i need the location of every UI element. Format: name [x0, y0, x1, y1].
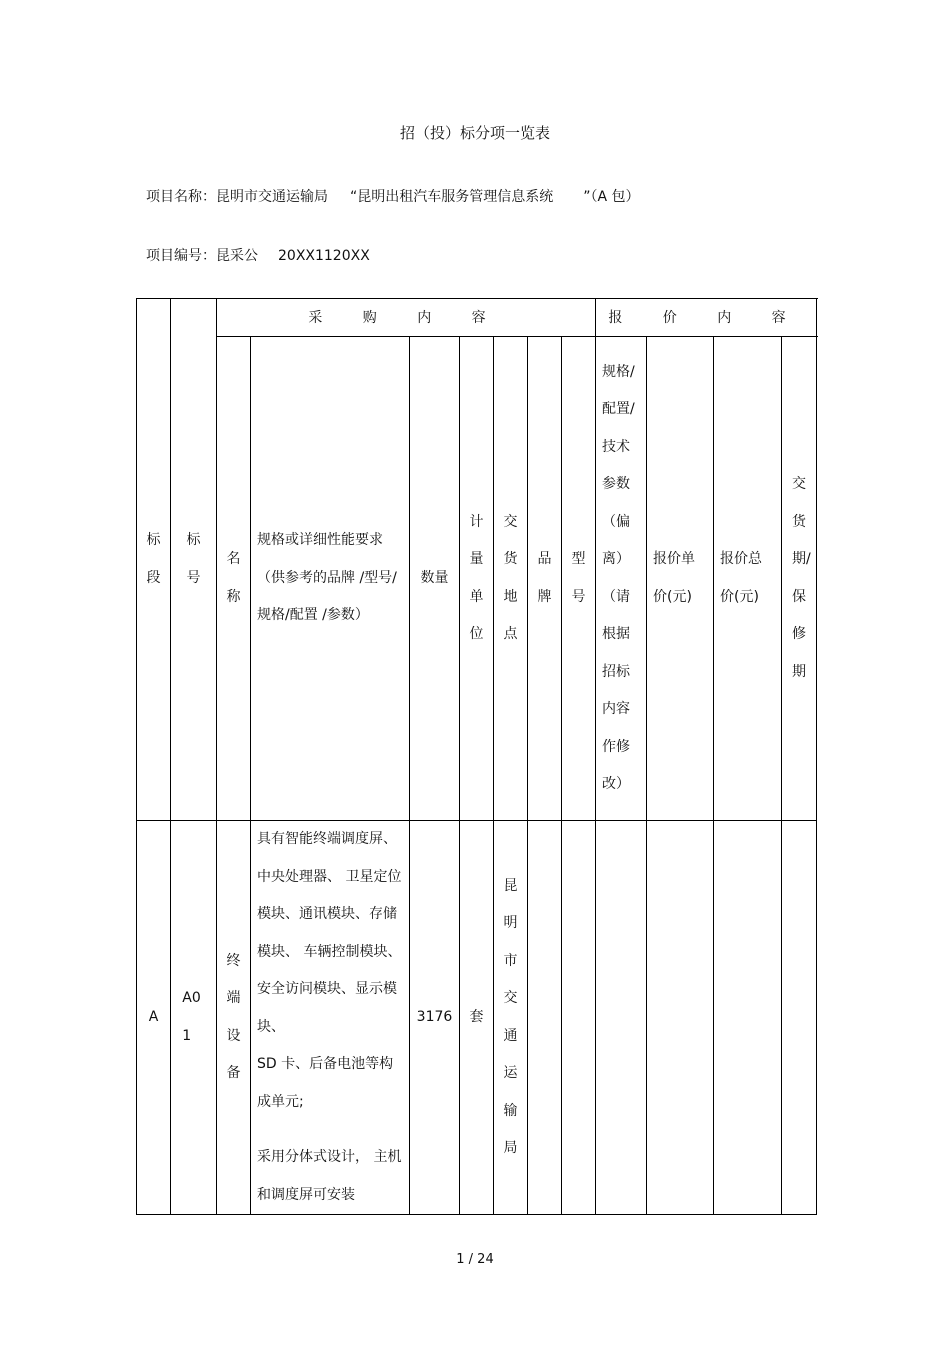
row-config [596, 821, 647, 1215]
project-name-system: “昆明出租汽车服务管理信息系统 [350, 189, 554, 205]
project-name-label: 项目名称： [146, 189, 216, 205]
project-number-value: 20XX1120XX [278, 248, 370, 264]
project-number-label: 项目编号：昆采公 [146, 248, 258, 264]
row-spec-part-1: 具有智能终端调度屏、中央处理器、 卫星定位模块、通讯模块、存储模块、 车辆控制模块、安全访问模块、显示模块、 [257, 831, 402, 1035]
group-purchase-content: 采 购 内 容 [217, 299, 596, 337]
header-spec: 规格或详细性能要求（供参考的品牌 /型号/规格/配置 /参数） [251, 337, 410, 821]
project-name-org: 昆明市交通运输局 [216, 189, 328, 205]
header-place: 交货地点 [494, 337, 528, 821]
row-lot: A01 [171, 821, 217, 1215]
row-qty: 3176 [410, 821, 460, 1215]
group-quote-content: 报 价 内 容 [596, 299, 817, 337]
row-total-price [714, 821, 782, 1215]
row-name: 终端设备 [217, 821, 251, 1215]
row-place: 昆明市交通运输局 [494, 821, 528, 1215]
project-name-package: ”（A 包） [583, 189, 640, 205]
header-section: 标段 [137, 299, 171, 821]
header-unit-price: 报价单价(元) [647, 337, 714, 821]
project-number-line [146, 245, 370, 265]
row-spec-part-3: 采用分体式设计， 主机和调度屏可安装 [257, 1149, 402, 1203]
row-spec [251, 821, 410, 1215]
row-period [782, 821, 817, 1215]
row-brand [528, 821, 562, 1215]
row-model [562, 821, 596, 1215]
header-lot: 标号 [171, 299, 217, 821]
header-brand: 品牌 [528, 337, 562, 821]
header-config: 规格/配置/技术参数（偏离）（请根据招标内容作修改） [596, 337, 647, 821]
header-qty: 数量 [410, 337, 460, 821]
header-total-price: 报价总价(元) [714, 337, 782, 821]
header-model: 型号 [562, 337, 596, 821]
row-unit: 套 [460, 821, 494, 1215]
document-title: 招（投）标分项一览表 [399, 124, 550, 142]
row-spec-part-2: SD 卡、后备电池等构成单元; [257, 1056, 394, 1110]
header-unit: 计量单位 [460, 337, 494, 821]
project-name-line [146, 186, 640, 206]
item-table [136, 298, 817, 1215]
header-period: 交货期/保修期 [782, 337, 817, 821]
header-name: 名称 [217, 337, 251, 821]
row-unit-price [647, 821, 714, 1215]
page-number: 1 / 24 [456, 1252, 494, 1267]
row-section: A [137, 821, 171, 1215]
